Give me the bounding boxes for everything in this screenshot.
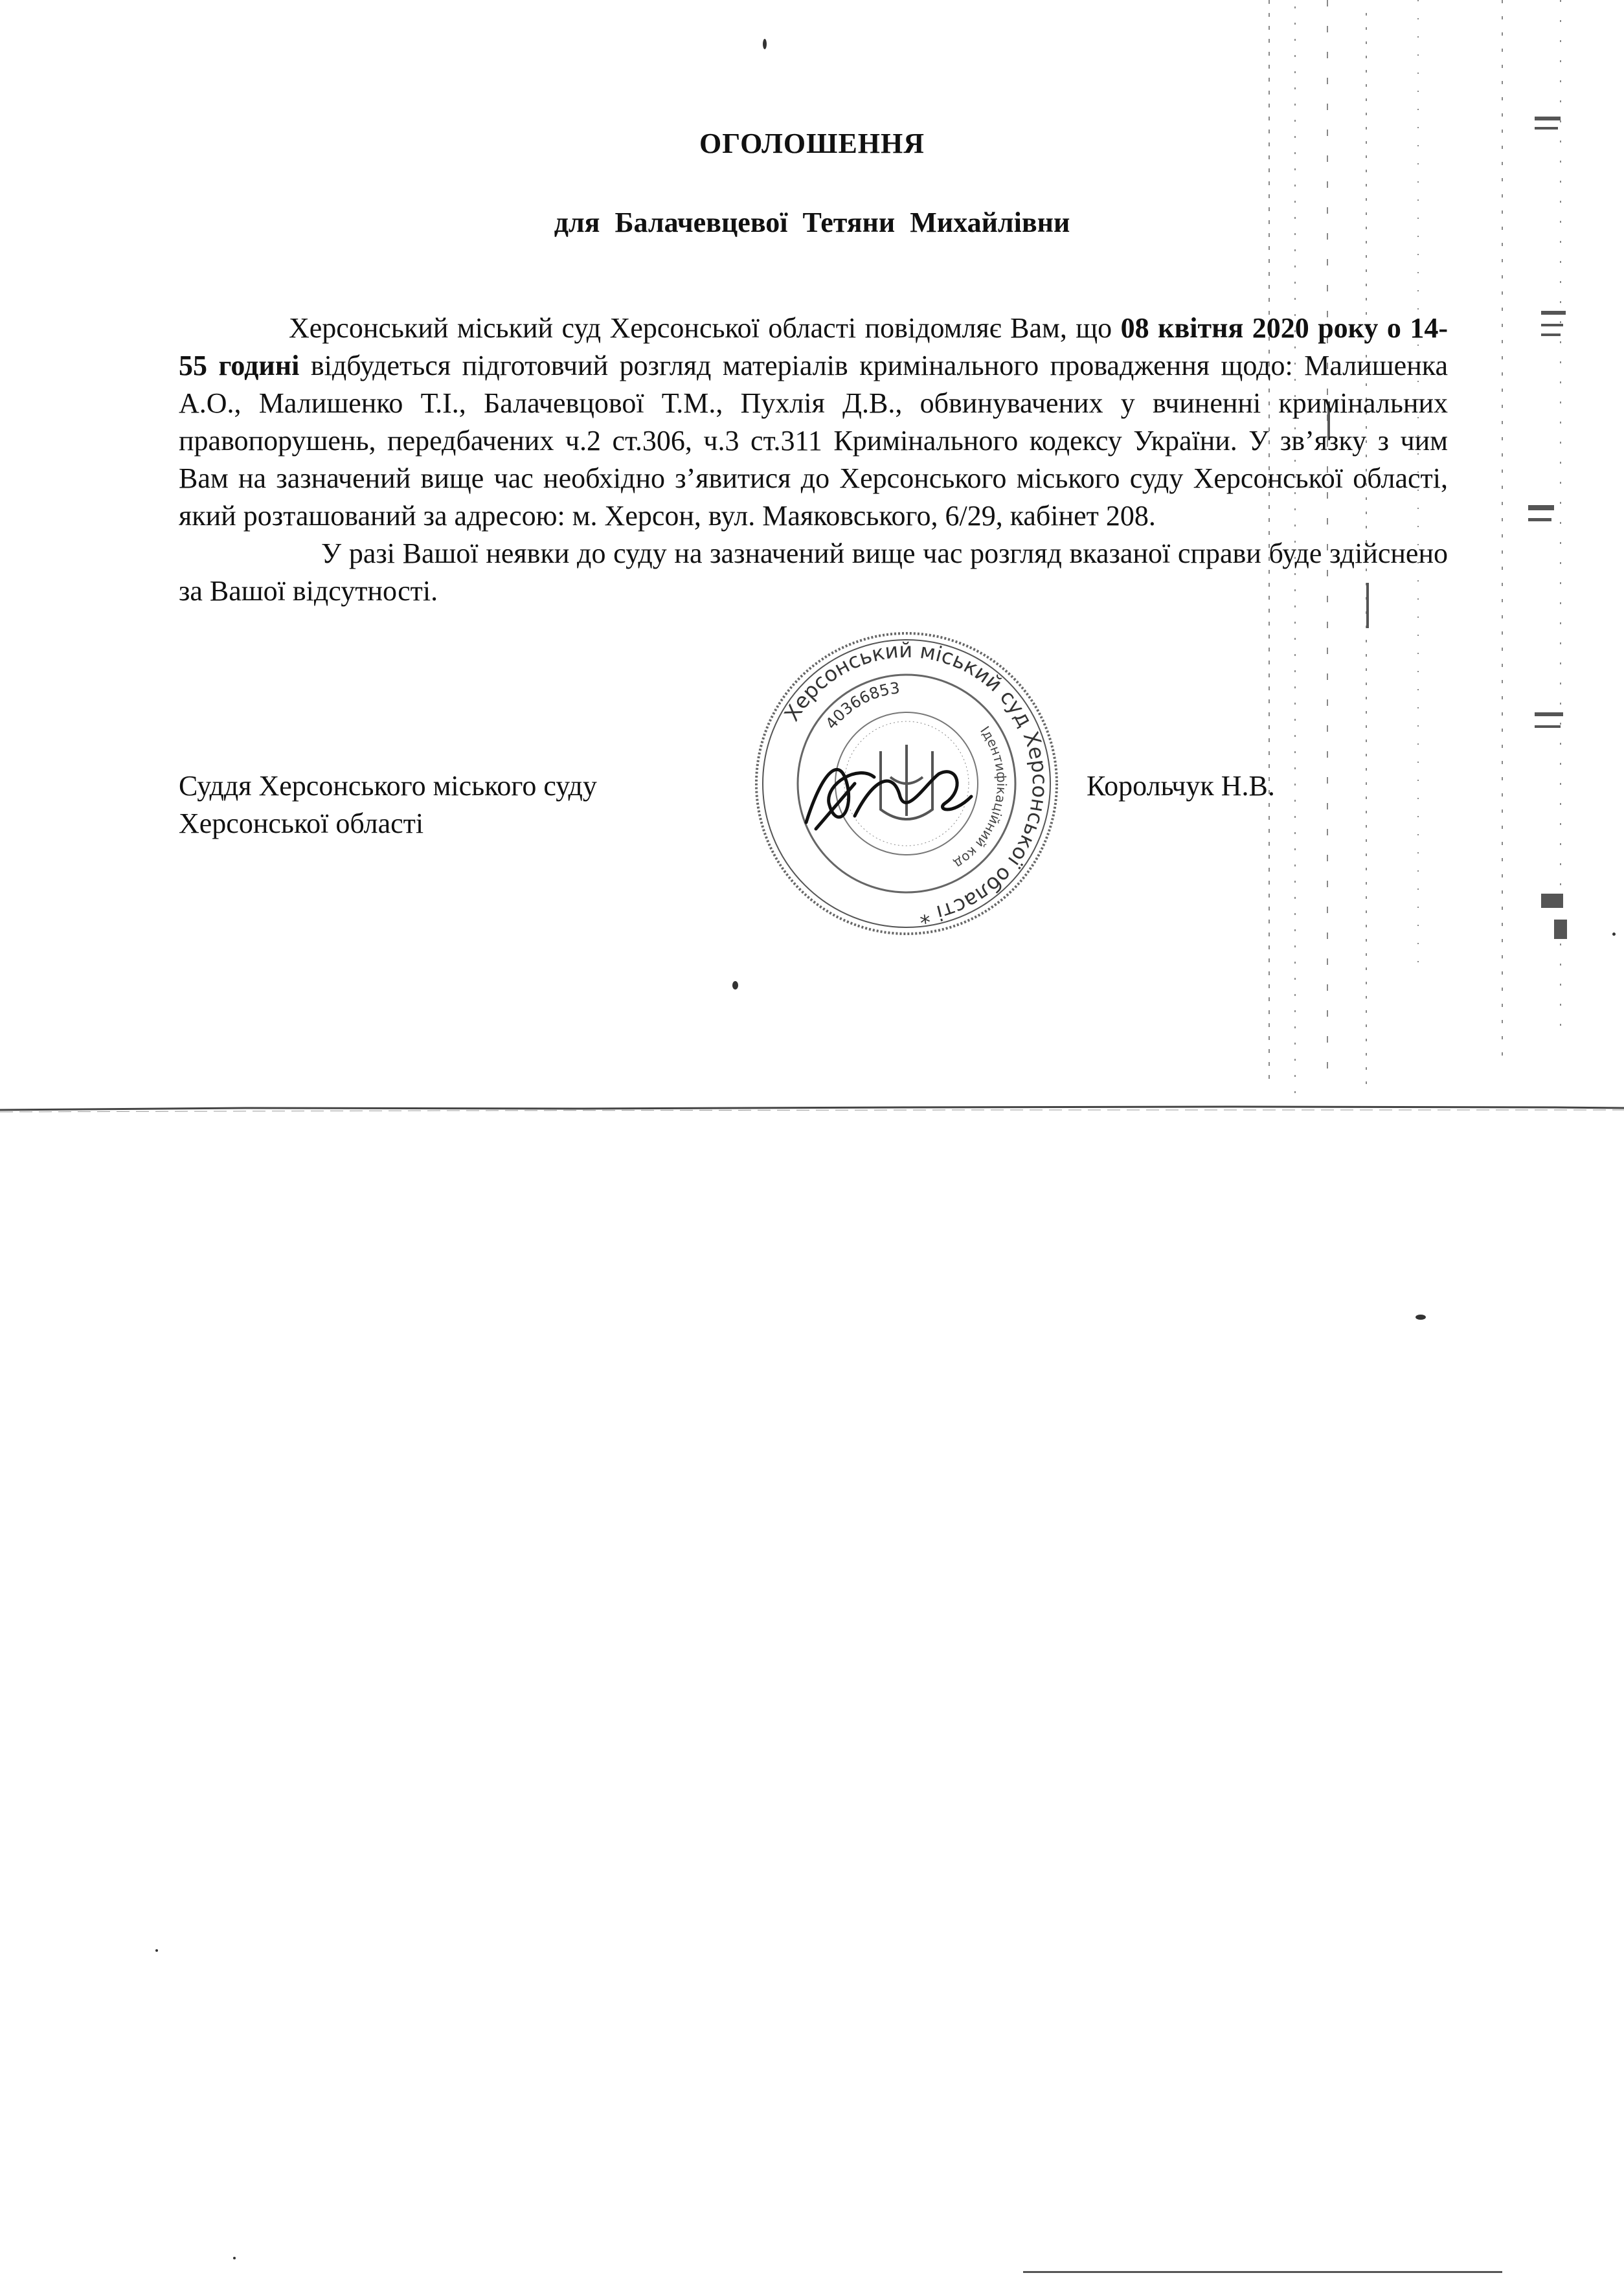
addressee-patronymic: Михайлівни xyxy=(910,207,1070,238)
seal-inner-text: Ідентифікаційний код xyxy=(951,723,1010,872)
addressee-name: Тетяни xyxy=(802,207,896,238)
addressee-line xyxy=(0,206,1624,239)
seal-code: 40366853 xyxy=(822,679,901,733)
speck xyxy=(233,2257,236,2259)
court-seal xyxy=(745,622,1068,945)
speck xyxy=(155,1949,158,1952)
signer-title xyxy=(179,767,597,842)
signature-icon xyxy=(806,769,971,829)
speck xyxy=(732,981,738,989)
bottom-scan-line xyxy=(1023,2271,1502,2273)
speck xyxy=(763,39,767,49)
paragraph-1-rest: відбудеться підготовчий розгляд матеріалів кримінального провадження щодо: Малишенка А.О., Малишенко Т.І., Балачевцової Т.М., Пухлія Д.В., обвинувачених у вчиненні кримінальних правопорушень, передбачених ч.2 ст.306, ч.3 ст.311 Кримінального кодексу України. У зв’язку з чим Вам на зазначений вище час необхідно з’явитися до Херсонського міського суду Херсонської області, який розташований за адресою: м. Херсон, вул. Маяковського, 6/29, кабінет 208. xyxy=(179,350,1448,532)
scan-separator-line xyxy=(0,1102,1624,1114)
speck xyxy=(1415,1315,1426,1320)
seal-outer-text: Херсонський міський суд Херсонської області * xyxy=(779,637,1053,929)
addressee-surname: Балачевцевої xyxy=(615,207,788,238)
signer-name: Корольчук Н.В. xyxy=(1087,770,1275,802)
notice-body xyxy=(179,310,1448,610)
signer-title-line-1: Суддя Херсонського міського суду xyxy=(179,770,597,802)
addressee-prefix: для xyxy=(554,207,600,238)
hearing-date-time: 08 квітня 2020 року о 14-55 годині xyxy=(179,312,1448,381)
paragraph-1-intro: Херсонський міський суд Херсонської області повідомляє Вам, що xyxy=(289,312,1121,344)
signer-title-line-2: Херсонської області xyxy=(179,808,424,839)
speck xyxy=(1612,933,1616,936)
document-title: ОГОЛОШЕННЯ xyxy=(699,128,925,159)
notice-paragraph-2: У разі Вашої неявки до суду на зазначений вище час розгляд вказаної справи буде здійснено за Вашої відсутності. xyxy=(179,537,1448,607)
notice-paragraph-1 xyxy=(179,310,1448,535)
